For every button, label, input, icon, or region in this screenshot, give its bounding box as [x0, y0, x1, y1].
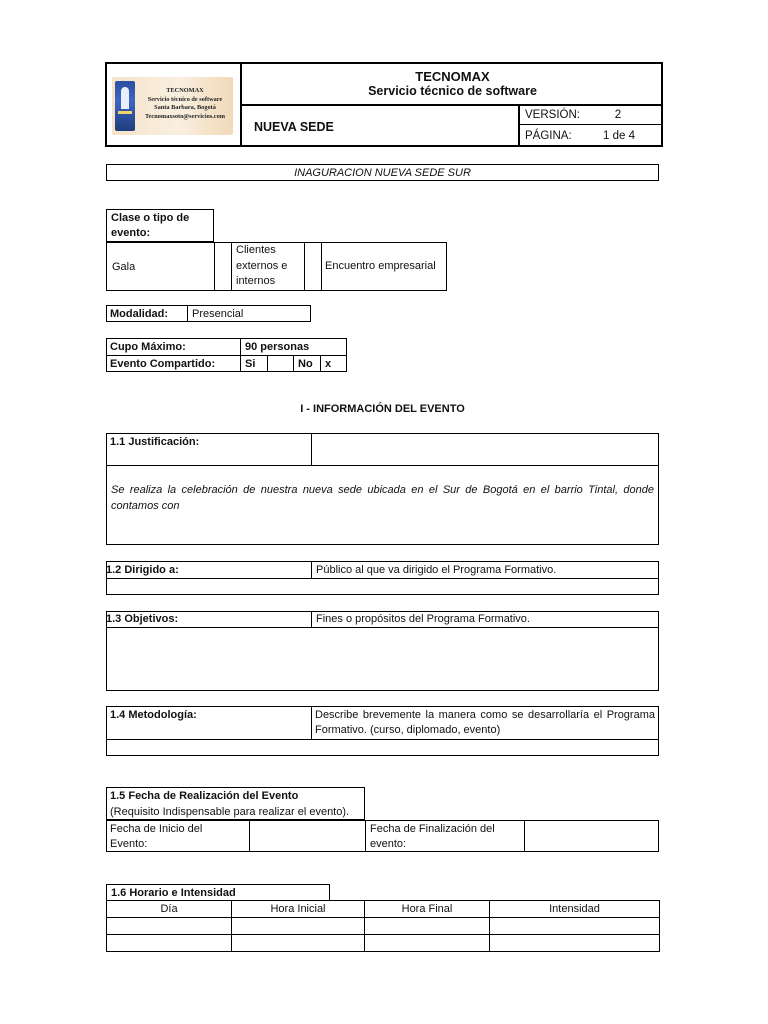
fecha-fin-field[interactable]	[525, 821, 658, 851]
event-type-option-encuentro: Encuentro empresarial	[325, 259, 436, 272]
metodologia-text: Describe brevemente la manera como se desarrollaría el Programa Formativo. (curso, diplomado, evento)	[315, 709, 655, 736]
table-cell[interactable]	[490, 935, 660, 952]
justificacion-label: 1.1 Justificación:	[110, 436, 200, 448]
modalidad-value: Presencial	[192, 307, 244, 320]
modalidad-label: Modalidad:	[110, 307, 169, 320]
fecha-inicio-field[interactable]	[250, 821, 364, 851]
table-cell[interactable]	[107, 935, 232, 952]
doc-title: NUEVA SEDE	[254, 119, 334, 134]
table-cell[interactable]	[365, 935, 490, 952]
col-hora-final: Hora Final	[365, 901, 490, 918]
table-cell[interactable]	[490, 918, 660, 935]
page-value: 1 de 4	[603, 130, 635, 142]
compartido-no: No	[298, 357, 313, 370]
logo-emblem	[115, 81, 135, 131]
table-cell[interactable]	[107, 918, 232, 935]
horario-table	[106, 900, 660, 952]
section-title: I - INFORMACIÓN DEL EVENTO	[300, 403, 465, 415]
page-label: PÁGINA:	[525, 130, 572, 142]
objetivos-label: 1.3 Objetivos:	[106, 613, 179, 625]
cupo-label: Cupo Máximo:	[110, 340, 186, 353]
table-cell[interactable]	[232, 935, 365, 952]
event-type-option-clientes: Clientes externos e internos	[236, 244, 288, 287]
compartido-mark: x	[325, 357, 332, 370]
version-value: 2	[614, 109, 622, 121]
table-row	[107, 935, 660, 952]
fecha-inicio-label: Fecha de Inicio del Evento:	[110, 823, 203, 850]
table-cell[interactable]	[232, 918, 365, 935]
horario-label: 1.6 Horario e Intensidad	[106, 884, 330, 901]
logo-line-1: TECNOMAX	[166, 87, 204, 94]
cupo-value: 90 personas	[245, 340, 310, 353]
metodologia-label: 1.4 Metodología:	[110, 709, 197, 721]
fecha-fin-label: Fecha de Finalización del evento:	[370, 823, 495, 850]
header-meta-divider	[518, 104, 520, 147]
fecha-note: (Requisito Indispensable para realizar el evento).	[110, 806, 350, 818]
col-hora-inicial: Hora Inicial	[232, 901, 365, 918]
dirigido-label: 1.2 Dirigido a:	[106, 563, 179, 576]
table-row	[107, 918, 660, 935]
objetivos-text: Fines o propósitos del Programa Formativo.	[316, 613, 530, 625]
event-name: INAGURACION NUEVA SEDE SUR	[106, 164, 659, 181]
justificacion-text: Se realiza la celebración de nuestra nueva sede ubicada en el Sur de Bogotá en el barrio Tintal, donde contamos con	[111, 484, 654, 512]
event-type-label: Clase o tipo de evento:	[106, 209, 214, 242]
compartido-label: Evento Compartido:	[110, 357, 216, 370]
company-name: TECNOMAX	[415, 68, 490, 84]
company-subtitle: Servicio técnico de software	[368, 84, 537, 98]
col-dia: Día	[107, 901, 232, 918]
dirigido-text: Público al que va dirigido el Programa Formativo.	[316, 563, 557, 576]
company-logo	[112, 77, 233, 135]
version-label: VERSIÓN:	[525, 109, 580, 121]
compartido-si: Si	[245, 357, 256, 370]
logo-line-3: Santa Barbara, Bogotá	[154, 104, 216, 111]
horario-header-row	[107, 901, 660, 918]
col-intensidad: Intensidad	[490, 901, 660, 918]
logo-line-2: Servicio técnico de software	[147, 95, 223, 103]
table-cell[interactable]	[365, 918, 490, 935]
fecha-label: 1.5 Fecha de Realización del Evento	[110, 790, 299, 802]
logo-line-4: Tecnomaxsoto@servicios.com	[145, 112, 225, 120]
event-type-option-gala: Gala	[112, 260, 136, 273]
